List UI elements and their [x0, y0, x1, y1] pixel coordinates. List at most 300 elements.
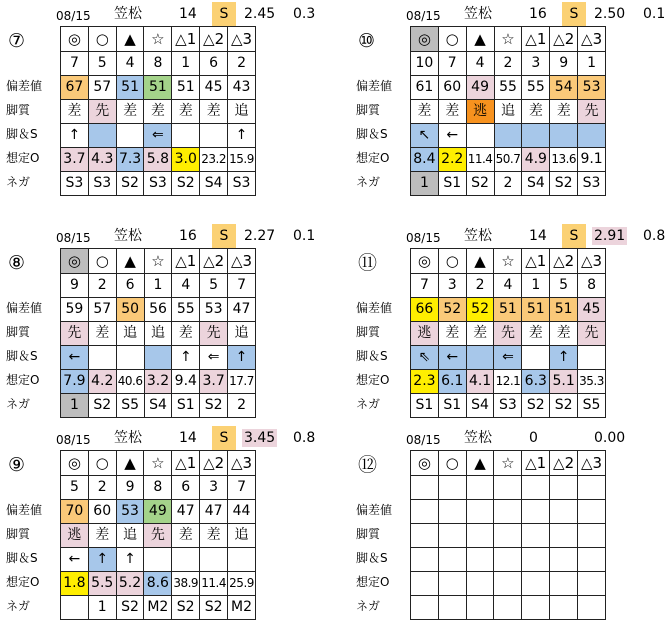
- position-move-cell: [172, 124, 200, 148]
- running-style-row: [411, 322, 606, 346]
- running-style-cell: 差: [438, 322, 466, 346]
- running-style-cell: 先: [144, 524, 172, 548]
- negative-cell: S2: [88, 394, 116, 418]
- horse-number-cell: 9: [550, 52, 578, 76]
- negative-row: [61, 172, 256, 196]
- negative-row: [411, 596, 606, 620]
- estimated-odds-cell: 6.1: [438, 370, 466, 394]
- running-style-cell: 差: [88, 524, 116, 548]
- race-header: [6, 224, 316, 248]
- deviation-cell: 56: [144, 298, 172, 322]
- mark-cell: △1: [172, 249, 200, 274]
- race-date: 08/15: [406, 231, 441, 245]
- runner-count: 14: [529, 228, 547, 244]
- race-panel: [6, 2, 316, 191]
- position-move-cell: [494, 548, 522, 572]
- row-label: 想定O: [6, 575, 40, 589]
- row-label: ネガ: [6, 175, 31, 189]
- race-date: 08/15: [406, 9, 441, 23]
- deviation-cell: 44: [228, 500, 256, 524]
- negative-cell: 2: [494, 172, 522, 196]
- s-badge: S: [212, 426, 236, 450]
- running-style-cell: 差: [411, 100, 439, 124]
- s-badge: [562, 426, 586, 450]
- row-label: 脚質: [356, 325, 381, 339]
- running-style-cell: 先: [578, 100, 606, 124]
- course-name: 笠松: [114, 430, 142, 446]
- position-move-row: [411, 346, 606, 370]
- mark-cell: ☆: [144, 451, 172, 476]
- deviation-cell: [411, 500, 439, 524]
- horse-number-cell: [438, 476, 466, 500]
- mark-cell: △2: [550, 249, 578, 274]
- mark-cell: ☆: [494, 27, 522, 52]
- mark-cell: △2: [200, 27, 228, 52]
- mark-cell: ○: [88, 249, 116, 274]
- row-label: 偏差値: [6, 301, 43, 315]
- estimated-odds-row: [411, 370, 606, 394]
- mark-cell: △3: [228, 249, 256, 274]
- estimated-odds-cell: 5.2: [116, 572, 144, 596]
- negative-cell: [578, 596, 606, 620]
- horse-number-cell: 7: [228, 274, 256, 298]
- estimated-odds-cell: [438, 572, 466, 596]
- race-grid: [60, 450, 256, 620]
- mark-cell: ○: [438, 451, 466, 476]
- row-label: 想定O: [356, 151, 390, 165]
- position-move-row: [61, 548, 256, 572]
- position-move-cell: [200, 124, 228, 148]
- negative-cell: M2: [228, 596, 256, 620]
- position-move-cell: [522, 124, 550, 148]
- negative-cell: [411, 596, 439, 620]
- position-move-cell: [88, 346, 116, 370]
- extra-value: 0.3: [293, 6, 316, 22]
- running-style-cell: 先: [578, 322, 606, 346]
- estimated-odds-cell: 4.3: [88, 148, 116, 172]
- mark-cell: △2: [550, 451, 578, 476]
- horse-number-cell: 2: [494, 52, 522, 76]
- deviation-cell: [578, 500, 606, 524]
- deviation-cell: 47: [200, 500, 228, 524]
- horse-number-cell: 7: [228, 476, 256, 500]
- estimated-odds-cell: [411, 572, 439, 596]
- deviation-cell: 51: [522, 298, 550, 322]
- extra-value: 0.1: [643, 6, 665, 22]
- estimated-odds-cell: 11.4: [200, 572, 228, 596]
- running-style-cell: 差: [172, 524, 200, 548]
- running-style-row: [411, 524, 606, 548]
- horse-number-cell: 10: [411, 52, 439, 76]
- race-grid: [60, 248, 256, 418]
- position-move-cell: ↑: [228, 124, 256, 148]
- negative-cell: S2: [116, 596, 144, 620]
- mark-cell: ▲: [466, 451, 494, 476]
- deviation-row: [61, 298, 256, 322]
- row-label: 脚質: [356, 527, 381, 541]
- course-name: 笠松: [464, 430, 492, 446]
- position-move-cell: ↑: [228, 346, 256, 370]
- running-style-cell: 追: [116, 322, 144, 346]
- position-move-cell: [438, 548, 466, 572]
- running-style-cell: 差: [466, 322, 494, 346]
- estimated-odds-cell: 4.1: [466, 370, 494, 394]
- negative-row: [61, 394, 256, 418]
- negative-cell: S2: [200, 394, 228, 418]
- deviation-cell: 47: [172, 500, 200, 524]
- horse-number-cell: 4: [172, 274, 200, 298]
- running-style-cell: 差: [200, 100, 228, 124]
- estimated-odds-row: [61, 572, 256, 596]
- running-style-cell: 差: [172, 100, 200, 124]
- race-grid: [410, 26, 606, 196]
- position-move-cell: ↑: [172, 346, 200, 370]
- deviation-cell: 51: [172, 76, 200, 100]
- estimated-odds-cell: [466, 572, 494, 596]
- position-move-cell: [411, 548, 439, 572]
- running-style-cell: 追: [228, 100, 256, 124]
- row-label: ネガ: [356, 599, 381, 613]
- course-name: 笠松: [464, 228, 492, 244]
- deviation-cell: 57: [88, 76, 116, 100]
- negative-cell: S1: [411, 394, 439, 418]
- race-grid: [410, 248, 606, 418]
- race-panel: [356, 224, 665, 413]
- running-style-cell: 差: [550, 322, 578, 346]
- horse-number-cell: 2: [88, 274, 116, 298]
- negative-cell: S4: [522, 172, 550, 196]
- running-style-cell: 差: [144, 100, 172, 124]
- horse-number-cell: 9: [116, 476, 144, 500]
- running-style-cell: 追: [228, 322, 256, 346]
- horse-number-cell: 8: [578, 274, 606, 298]
- estimated-odds-cell: 3.7: [61, 148, 89, 172]
- odds-value: 2.91: [594, 228, 626, 244]
- estimated-odds-row: [411, 572, 606, 596]
- row-label: 脚質: [6, 527, 31, 541]
- horse-number-cell: 7: [438, 52, 466, 76]
- horse-number-cell: [578, 476, 606, 500]
- estimated-odds-cell: 4.2: [88, 370, 116, 394]
- estimated-odds-cell: 9.4: [172, 370, 200, 394]
- odds-value: 3.45: [244, 430, 276, 446]
- race-date: 08/15: [56, 231, 91, 245]
- row-label: 脚質: [6, 325, 31, 339]
- negative-cell: [494, 596, 522, 620]
- deviation-row: [61, 76, 256, 100]
- race-number: ⑪: [358, 252, 378, 274]
- running-style-cell: [438, 524, 466, 548]
- position-move-row: [411, 548, 606, 572]
- mark-cell: ◎: [61, 451, 89, 476]
- race-number: ⑩: [358, 30, 376, 52]
- row-label: 脚＆S: [356, 551, 388, 565]
- deviation-cell: [494, 500, 522, 524]
- horse-number-cell: 1: [578, 52, 606, 76]
- position-move-cell: [466, 548, 494, 572]
- horse-number-row: [411, 476, 606, 500]
- deviation-cell: 51: [550, 298, 578, 322]
- estimated-odds-cell: 2.3: [411, 370, 439, 394]
- horse-number-cell: 1: [522, 274, 550, 298]
- position-move-cell: [550, 124, 578, 148]
- deviation-cell: 53: [116, 500, 144, 524]
- running-style-cell: 逃: [61, 524, 89, 548]
- estimated-odds-cell: [522, 572, 550, 596]
- running-style-cell: [578, 524, 606, 548]
- negative-cell: S3: [228, 172, 256, 196]
- deviation-row: [411, 298, 606, 322]
- position-move-cell: ↖: [411, 124, 439, 148]
- horse-number-cell: 9: [61, 274, 89, 298]
- negative-cell: [466, 596, 494, 620]
- deviation-cell: 49: [466, 76, 494, 100]
- deviation-cell: 47: [228, 298, 256, 322]
- race-panel: [6, 224, 316, 413]
- extra-value: 0.8: [293, 430, 316, 446]
- mark-cell: ◎: [411, 27, 439, 52]
- negative-cell: [550, 596, 578, 620]
- negative-cell: S2: [172, 172, 200, 196]
- race-date: 08/15: [406, 433, 441, 447]
- negative-cell: S2: [522, 394, 550, 418]
- horse-number-cell: 6: [172, 476, 200, 500]
- odds-value: 0.00: [594, 430, 626, 446]
- estimated-odds-cell: 5.5: [88, 572, 116, 596]
- row-label: 想定O: [6, 373, 40, 387]
- deviation-cell: [438, 500, 466, 524]
- horse-number-cell: 2: [228, 52, 256, 76]
- running-style-cell: 差: [522, 100, 550, 124]
- horse-number-cell: 3: [438, 274, 466, 298]
- negative-cell: S2: [116, 172, 144, 196]
- running-style-cell: 差: [200, 524, 228, 548]
- mark-cell: ◎: [61, 249, 89, 274]
- deviation-cell: 43: [228, 76, 256, 100]
- position-move-cell: ⇐: [494, 346, 522, 370]
- negative-cell: 1: [61, 394, 89, 418]
- race-grid: [60, 26, 256, 196]
- position-move-cell: [200, 548, 228, 572]
- race-grid: [410, 450, 606, 620]
- estimated-odds-cell: 3.0: [172, 148, 200, 172]
- position-move-cell: [144, 548, 172, 572]
- estimated-odds-cell: [578, 572, 606, 596]
- estimated-odds-cell: 3.7: [200, 370, 228, 394]
- position-move-cell: ↑: [116, 548, 144, 572]
- horse-number-cell: 1: [144, 274, 172, 298]
- negative-cell: S3: [578, 172, 606, 196]
- runner-count: 16: [529, 6, 547, 22]
- negative-cell: S3: [88, 172, 116, 196]
- mark-cell: △1: [172, 27, 200, 52]
- estimated-odds-cell: 8.4: [411, 148, 439, 172]
- running-style-cell: 先: [200, 322, 228, 346]
- horse-number-cell: 4: [466, 52, 494, 76]
- estimated-odds-cell: 4.9: [522, 148, 550, 172]
- mark-cell: △1: [522, 27, 550, 52]
- row-label: ネガ: [6, 599, 31, 613]
- running-style-cell: 追: [116, 524, 144, 548]
- running-style-cell: 追: [494, 100, 522, 124]
- position-move-cell: ↑: [88, 548, 116, 572]
- horse-number-cell: 8: [144, 52, 172, 76]
- horse-number-cell: 6: [116, 274, 144, 298]
- horse-number-cell: [522, 476, 550, 500]
- estimated-odds-cell: [494, 572, 522, 596]
- running-style-cell: 逃: [411, 322, 439, 346]
- mark-cell: ▲: [116, 249, 144, 274]
- position-move-cell: [522, 346, 550, 370]
- position-move-row: [411, 124, 606, 148]
- position-move-cell: ↑: [550, 346, 578, 370]
- row-label: 脚質: [6, 103, 31, 117]
- race-panel: [6, 426, 316, 615]
- deviation-cell: 54: [550, 76, 578, 100]
- extra-value: 0.8: [643, 228, 665, 244]
- race-header: [356, 2, 665, 26]
- deviation-cell: 57: [88, 298, 116, 322]
- mark-row: [411, 451, 606, 476]
- horse-number-cell: 6: [200, 52, 228, 76]
- negative-cell: S2: [172, 596, 200, 620]
- running-style-row: [61, 524, 256, 548]
- horse-number-cell: 7: [61, 52, 89, 76]
- negative-cell: S5: [578, 394, 606, 418]
- negative-cell: S1: [172, 394, 200, 418]
- estimated-odds-cell: 5.1: [550, 370, 578, 394]
- negative-row: [411, 394, 606, 418]
- deviation-cell: 55: [494, 76, 522, 100]
- race-number: ⑧: [8, 252, 26, 274]
- race-date: 08/15: [56, 433, 91, 447]
- mark-cell: ◎: [411, 249, 439, 274]
- estimated-odds-cell: 6.3: [522, 370, 550, 394]
- mark-cell: △2: [550, 27, 578, 52]
- race-panel: [356, 426, 626, 613]
- horse-number-row: [61, 274, 256, 298]
- deviation-cell: 53: [200, 298, 228, 322]
- mark-cell: ☆: [494, 249, 522, 274]
- runner-count: 0: [529, 430, 538, 446]
- running-style-cell: 先: [88, 100, 116, 124]
- position-move-cell: [116, 124, 144, 148]
- negative-cell: S3: [144, 172, 172, 196]
- horse-number-cell: [411, 476, 439, 500]
- position-move-cell: [144, 346, 172, 370]
- race-header: [356, 426, 626, 450]
- mark-row: [411, 27, 606, 52]
- horse-number-cell: 5: [88, 52, 116, 76]
- position-move-cell: [522, 548, 550, 572]
- race-header: [356, 224, 665, 248]
- position-move-cell: [578, 124, 606, 148]
- position-move-cell: [116, 346, 144, 370]
- negative-cell: S5: [116, 394, 144, 418]
- position-move-cell: [466, 346, 494, 370]
- mark-cell: ▲: [466, 249, 494, 274]
- mark-cell: ○: [88, 451, 116, 476]
- estimated-odds-row: [61, 370, 256, 394]
- negative-cell: S4: [200, 172, 228, 196]
- running-style-cell: 差: [172, 322, 200, 346]
- negative-row: [61, 596, 256, 620]
- estimated-odds-cell: 25.9: [228, 572, 256, 596]
- row-label: 想定O: [356, 575, 390, 589]
- negative-cell: S1: [438, 394, 466, 418]
- estimated-odds-cell: 1.8: [61, 572, 89, 596]
- estimated-odds-cell: 38.9: [172, 572, 200, 596]
- runner-count: 16: [179, 228, 197, 244]
- position-move-cell: [172, 548, 200, 572]
- position-move-cell: [466, 124, 494, 148]
- estimated-odds-row: [411, 148, 606, 172]
- deviation-cell: 70: [61, 500, 89, 524]
- race-number: ⑦: [8, 30, 26, 52]
- negative-cell: 1: [411, 172, 439, 196]
- running-style-cell: 逃: [466, 100, 494, 124]
- deviation-row: [411, 76, 606, 100]
- mark-cell: △3: [578, 27, 606, 52]
- mark-cell: △1: [522, 451, 550, 476]
- mark-cell: ◎: [411, 451, 439, 476]
- mark-cell: ◎: [61, 27, 89, 52]
- position-move-cell: ⇖: [411, 346, 439, 370]
- horse-number-cell: [494, 476, 522, 500]
- position-move-cell: ←: [438, 124, 466, 148]
- row-label: 脚＆S: [356, 349, 388, 363]
- mark-cell: △3: [578, 451, 606, 476]
- mark-cell: △3: [228, 451, 256, 476]
- position-move-cell: [494, 124, 522, 148]
- horse-number-cell: 4: [116, 52, 144, 76]
- estimated-odds-cell: 8.6: [144, 572, 172, 596]
- race-number: ⑫: [358, 454, 378, 476]
- deviation-row: [411, 500, 606, 524]
- horse-number-row: [411, 274, 606, 298]
- estimated-odds-cell: 12.1: [494, 370, 522, 394]
- race-header: [6, 2, 316, 26]
- race-panel: [356, 2, 665, 191]
- row-label: 脚＆S: [6, 551, 38, 565]
- position-move-row: [61, 346, 256, 370]
- negative-cell: S2: [550, 172, 578, 196]
- negative-cell: S4: [144, 394, 172, 418]
- deviation-cell: 45: [578, 298, 606, 322]
- course-name: 笠松: [114, 228, 142, 244]
- mark-cell: ▲: [116, 451, 144, 476]
- horse-number-cell: 1: [172, 52, 200, 76]
- estimated-odds-cell: 35.3: [578, 370, 606, 394]
- horse-number-row: [61, 476, 256, 500]
- estimated-odds-cell: 17.7: [228, 370, 256, 394]
- row-label: 偏差値: [356, 301, 393, 315]
- row-label: 偏差値: [356, 79, 393, 93]
- row-label: ネガ: [356, 397, 381, 411]
- estimated-odds-row: [61, 148, 256, 172]
- running-style-cell: 追: [144, 322, 172, 346]
- position-move-row: [61, 124, 256, 148]
- mark-cell: △2: [200, 451, 228, 476]
- row-label: 脚＆S: [6, 127, 38, 141]
- mark-row: [411, 249, 606, 274]
- horse-number-cell: 3: [200, 476, 228, 500]
- horse-number-cell: 2: [88, 476, 116, 500]
- mark-row: [61, 249, 256, 274]
- deviation-cell: 55: [522, 76, 550, 100]
- estimated-odds-cell: 9.1: [578, 148, 606, 172]
- negative-cell: S2: [200, 596, 228, 620]
